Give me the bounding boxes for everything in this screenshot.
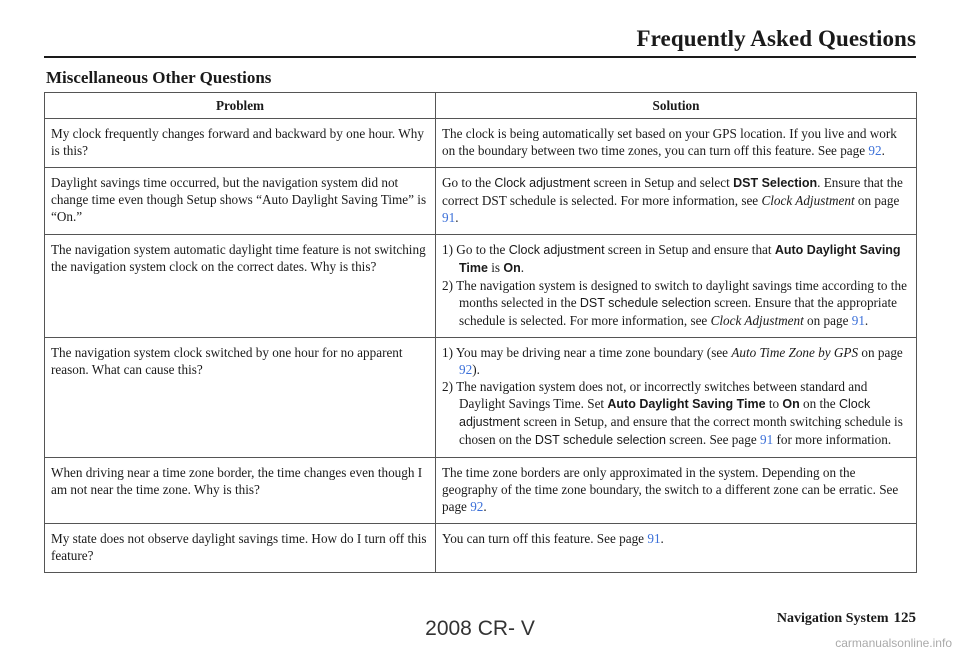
column-header-problem: Problem bbox=[45, 93, 436, 119]
solution-steps bbox=[442, 241, 910, 329]
solution-text: screen in Setup, and ensure that the correct month switching schedule is chosen on the bbox=[459, 414, 903, 447]
problem-cell: The navigation system clock switched by one hour for no apparent reason. What can cause this? bbox=[45, 338, 436, 458]
button-name: Auto Daylight Saving Time bbox=[459, 243, 901, 275]
solution-text: . bbox=[660, 531, 664, 546]
table-row bbox=[45, 458, 917, 524]
solution-steps bbox=[442, 344, 910, 449]
problem-cell: Daylight savings time occurred, but the navigation system did not change time even though Setup shows “Auto Daylight Saving Time” is “On.” bbox=[45, 168, 436, 235]
table-row bbox=[45, 524, 917, 573]
page-link[interactable]: 91 bbox=[647, 531, 661, 546]
solution-cell bbox=[436, 458, 917, 524]
solution-step bbox=[442, 277, 910, 329]
solution-text: screen. See page bbox=[665, 432, 761, 447]
screen-name: Clock adjustment bbox=[508, 243, 605, 257]
solution-cell bbox=[436, 338, 917, 458]
step-number: 1) bbox=[442, 345, 453, 360]
section-title: Miscellaneous Other Questions bbox=[46, 68, 272, 87]
setting-value: On bbox=[782, 397, 800, 411]
solution-text: . bbox=[881, 143, 885, 158]
problem-cell: The navigation system automatic daylight time feature is not switching the navigation system clock on the correct dates. Why is this? bbox=[45, 235, 436, 338]
solution-cell bbox=[436, 119, 917, 168]
reference-title: Auto Time Zone by GPS bbox=[731, 345, 859, 360]
screen-name: DST schedule selection bbox=[534, 433, 666, 447]
table-row bbox=[45, 338, 917, 458]
step-number: 2) bbox=[442, 278, 453, 293]
solution-text: You can turn off this feature. See page bbox=[442, 531, 648, 546]
step-number: 2) bbox=[442, 379, 453, 394]
screen-name: DST schedule selection bbox=[579, 296, 711, 310]
page-link[interactable]: 92 bbox=[459, 362, 473, 377]
step-number: 1) bbox=[442, 242, 453, 257]
solution-cell bbox=[436, 235, 917, 338]
solution-text: . bbox=[864, 313, 869, 328]
solution-text: on the bbox=[799, 396, 839, 411]
page-link[interactable]: 92 bbox=[470, 499, 484, 514]
table-row bbox=[45, 119, 917, 168]
solution-cell bbox=[436, 524, 917, 573]
solution-text: is bbox=[487, 260, 504, 275]
model-label: 2008 CR- V bbox=[425, 617, 535, 640]
problem-cell: When driving near a time zone border, the time changes even though I am not near the time zone. Why is this? bbox=[45, 458, 436, 524]
solution-text: Go to the bbox=[442, 175, 495, 190]
solution-text: Go to the bbox=[456, 242, 509, 257]
setting-value: On bbox=[503, 261, 521, 275]
screen-name: Clock adjustment bbox=[459, 397, 871, 429]
solution-text: . bbox=[455, 210, 459, 225]
solution-text: screen in Setup and ensure that bbox=[604, 242, 775, 257]
page-header-title: Frequently Asked Questions bbox=[636, 26, 916, 51]
solution-text: The navigation system does not, or incorrectly switches between standard and Daylight Savings Time. Set bbox=[456, 379, 868, 411]
table-row bbox=[45, 235, 917, 338]
solution-step bbox=[442, 241, 910, 277]
problem-cell: My clock frequently changes forward and backward by one hour. Why is this? bbox=[45, 119, 436, 168]
screen-name: Clock adjustment bbox=[494, 176, 591, 190]
page-link[interactable]: 91 bbox=[851, 313, 865, 328]
page-link[interactable]: 92 bbox=[868, 143, 882, 158]
solution-text: to bbox=[765, 396, 783, 411]
solution-text: . bbox=[520, 260, 524, 275]
solution-text: on page bbox=[803, 313, 852, 328]
solution-text: ). bbox=[472, 362, 480, 377]
button-name: DST Selection bbox=[733, 176, 818, 190]
table-row bbox=[45, 168, 917, 235]
faq-table bbox=[44, 92, 917, 573]
solution-text: The clock is being automatically set based on your GPS location. If you live and work on the boundary between two time zones, you can turn off this feature. See page bbox=[442, 126, 897, 158]
reference-title: Clock Adjustment bbox=[761, 193, 855, 208]
solution-text: screen. Ensure that the appropriate schedule is selected. For more information, see bbox=[459, 295, 897, 328]
page-link[interactable]: 91 bbox=[442, 210, 456, 225]
solution-text: on page bbox=[858, 345, 903, 360]
solution-text: . Ensure that the correct DST schedule is selected. For more information, see bbox=[442, 175, 903, 208]
footer-section-name: Navigation System bbox=[776, 611, 889, 626]
reference-title: Clock Adjustment bbox=[710, 313, 804, 328]
solution-text: on page bbox=[854, 193, 900, 208]
solution-text: The navigation system is designed to switch to daylight savings time according to the months selected in the bbox=[456, 278, 907, 310]
problem-cell: My state does not observe daylight savings time. How do I turn off this feature? bbox=[45, 524, 436, 573]
solution-step bbox=[442, 344, 910, 378]
button-name: Auto Daylight Saving Time bbox=[607, 397, 766, 411]
page-link[interactable]: 91 bbox=[760, 432, 774, 447]
solution-cell bbox=[436, 168, 917, 235]
solution-text: . bbox=[483, 499, 487, 514]
solution-text: The time zone borders are only approximated in the system. Depending on the geography of the time zone boundary, the switch to a different zone can be erratic. See page bbox=[442, 465, 899, 514]
watermark: carmanualsonline.info bbox=[835, 636, 952, 650]
solution-text: You may be driving near a time zone boundary (see bbox=[455, 345, 732, 360]
header-divider bbox=[44, 56, 916, 58]
solution-text: for more information. bbox=[773, 432, 892, 447]
solution-text: screen in Setup and select bbox=[590, 175, 734, 190]
column-header-solution: Solution bbox=[436, 93, 917, 119]
table-header-row bbox=[45, 93, 917, 119]
page-number: 125 bbox=[893, 610, 916, 626]
solution-step bbox=[442, 378, 910, 449]
